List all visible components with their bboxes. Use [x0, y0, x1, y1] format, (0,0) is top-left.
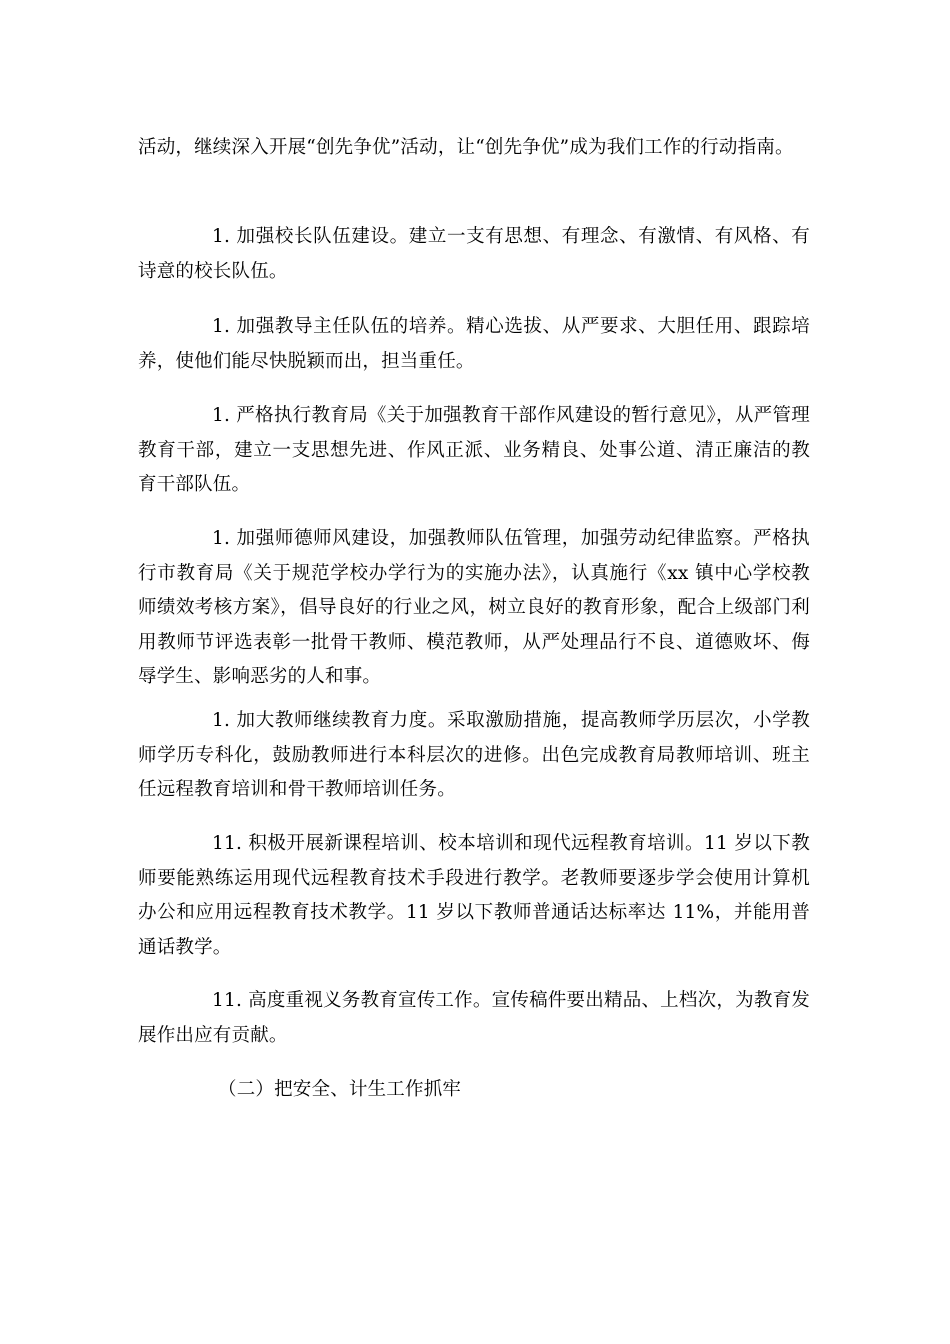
paragraph-dean-team: 1. 加强教导主任队伍的培养。精心选拔、从严要求、大胆任用、跟踪培养，使他们能尽快脱颖而出，担当重任。 [138, 316, 810, 372]
paragraph-continuing-education: 1. 加大教师继续教育力度。采取激励措施，提高教师学历层次，小学教师学历专科化，鼓励教师进行本科层次的进修。出色完成教育局教师培训、班主任远程教育培训和骨干教师培训任务。 [138, 710, 810, 800]
paragraph-publicity: 11. 高度重视义务教育宣传工作。宣传稿件要出精品、上档次，为教育发展作出应有贡献。 [138, 990, 810, 1046]
paragraph-principal-team: 1. 加强校长队伍建设。建立一支有思想、有理念、有激情、有风格、有诗意的校长队伍。 [138, 226, 810, 282]
paragraph-training: 11. 积极开展新课程培训、校本培训和现代远程教育培训。11 岁以下教师要能熟练运用现代远程教育技术手段进行教学。老教师要逐步学会使用计算机办公和应用远程教育技术教学。11 岁以下教师普通话达标率达 11%，并能用普通话教学。 [138, 833, 810, 958]
paragraph-intro-continuation: 活动，继续深入开展“创先争优”活动，让“创先争优”成为我们工作的行动指南。 [138, 137, 794, 158]
paragraph-cadre-management: 1. 严格执行教育局《关于加强教育干部作风建设的暂行意见》，从严管理教育干部，建立一支思想先进、作风正派、业务精良、处事公道、清正廉洁的教育干部队伍。 [138, 405, 810, 495]
section-heading-safety: （二）把安全、计生工作抓牢 [218, 1079, 462, 1100]
paragraph-teacher-ethics: 1. 加强师德师风建设，加强教师队伍管理，加强劳动纪律监察。严格执行市教育局《关于规范学校办学行为的实施办法》，认真施行《xx 镇中心学校教师绩效考核方案》，倡导良好的行业之风，树立良好的教育形象，配合上级部门利用教师节评选表彰一批骨干教师、模范教师，从严处理品行不良、道德败坏、侮辱学生、影响恶劣的人和事。 [138, 528, 810, 687]
